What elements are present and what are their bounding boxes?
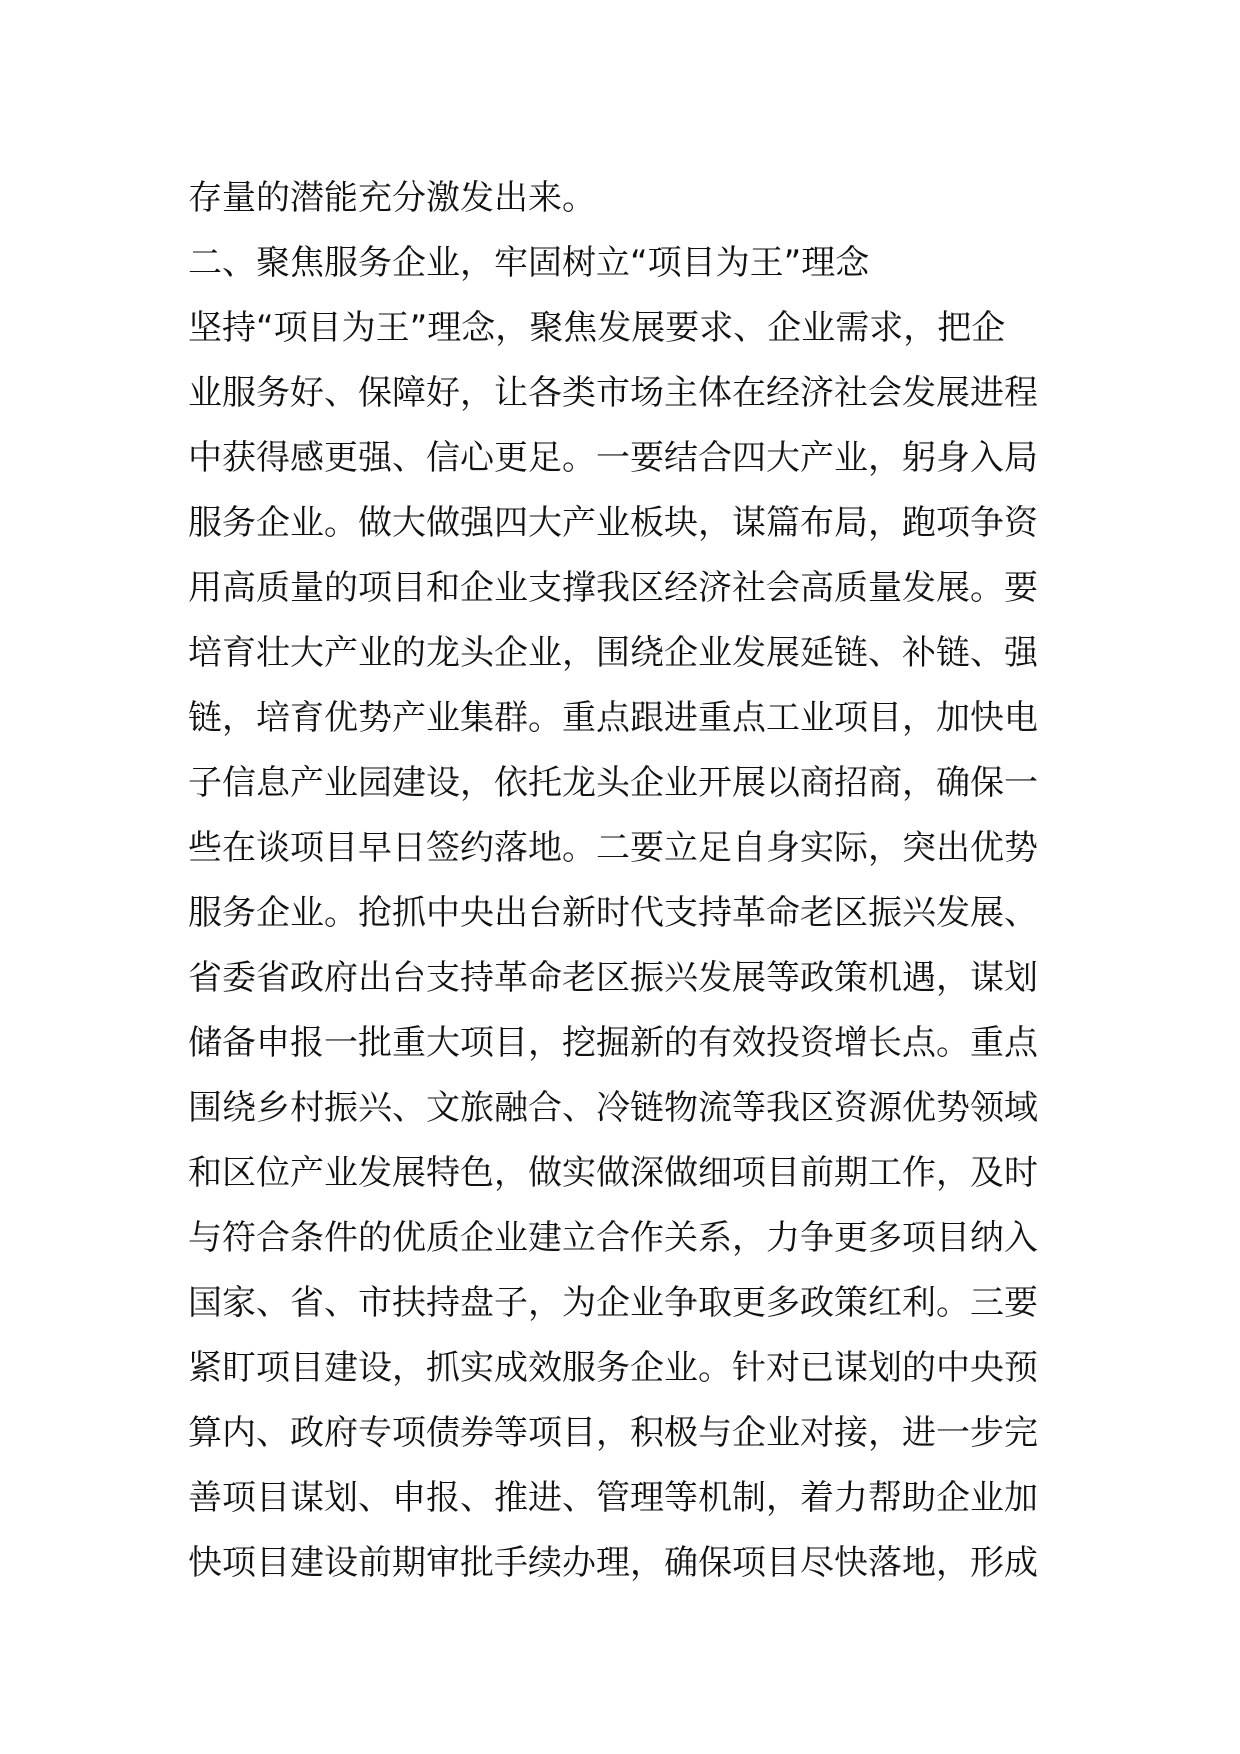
text-line: 服务企业。抢抓中央出台新时代支持革命老区振兴发展、: [188, 893, 1038, 933]
text-line: 链，培育优势产业集群。重点跟进重点工业项目，加快电: [188, 698, 1038, 738]
text-line: 用高质量的项目和企业支撑我区经济社会高质量发展。要: [188, 568, 1038, 608]
text-line: 围绕乡村振兴、文旅融合、冷链物流等我区资源优势领域: [188, 1088, 1038, 1128]
section-heading: 二、聚焦服务企业，牢固树立“项目为王”理念: [188, 243, 870, 283]
text-line: 紧盯项目建设，抓实成效服务企业。针对已谋划的中央预: [188, 1348, 1038, 1388]
text-line: 些在谈项目早日签约落地。二要立足自身实际，突出优势: [188, 828, 1038, 868]
text-line: 快项目建设前期审批手续办理，确保项目尽快落地，形成: [188, 1543, 1038, 1583]
text-line: 服务企业。做大做强四大产业板块，谋篇布局，跑项争资: [188, 503, 1038, 543]
text-line: 存量的潜能充分激发出来。: [188, 178, 596, 218]
body-text: [188, 166, 1058, 1596]
text-line: 国家、省、市扶持盘子，为企业争取更多政策红利。三要: [188, 1283, 1038, 1323]
text-line: 和区位产业发展特色，做实做深做细项目前期工作，及时: [188, 1153, 1038, 1193]
text-line: 子信息产业园建设，依托龙头企业开展以商招商，确保一: [188, 763, 1038, 803]
text-line: 中获得感更强、信心更足。一要结合四大产业，躬身入局: [188, 438, 1038, 478]
text-line: 与符合条件的优质企业建立合作关系，力争更多项目纳入: [188, 1218, 1038, 1258]
text-line: 培育壮大产业的龙头企业，围绕企业发展延链、补链、强: [188, 633, 1038, 673]
text-line: 善项目谋划、申报、推进、管理等机制，着力帮助企业加: [188, 1478, 1038, 1518]
text-line: 业服务好、保障好，让各类市场主体在经济社会发展进程: [188, 373, 1038, 413]
text-line: 算内、政府专项债券等项目，积极与企业对接，进一步完: [188, 1413, 1038, 1453]
text-line: 坚持“项目为王”理念，聚焦发展要求、企业需求，把企: [188, 308, 1006, 348]
text-line: 省委省政府出台支持革命老区振兴发展等政策机遇，谋划: [188, 958, 1038, 998]
text-line: 储备申报一批重大项目，挖掘新的有效投资增长点。重点: [188, 1023, 1038, 1063]
